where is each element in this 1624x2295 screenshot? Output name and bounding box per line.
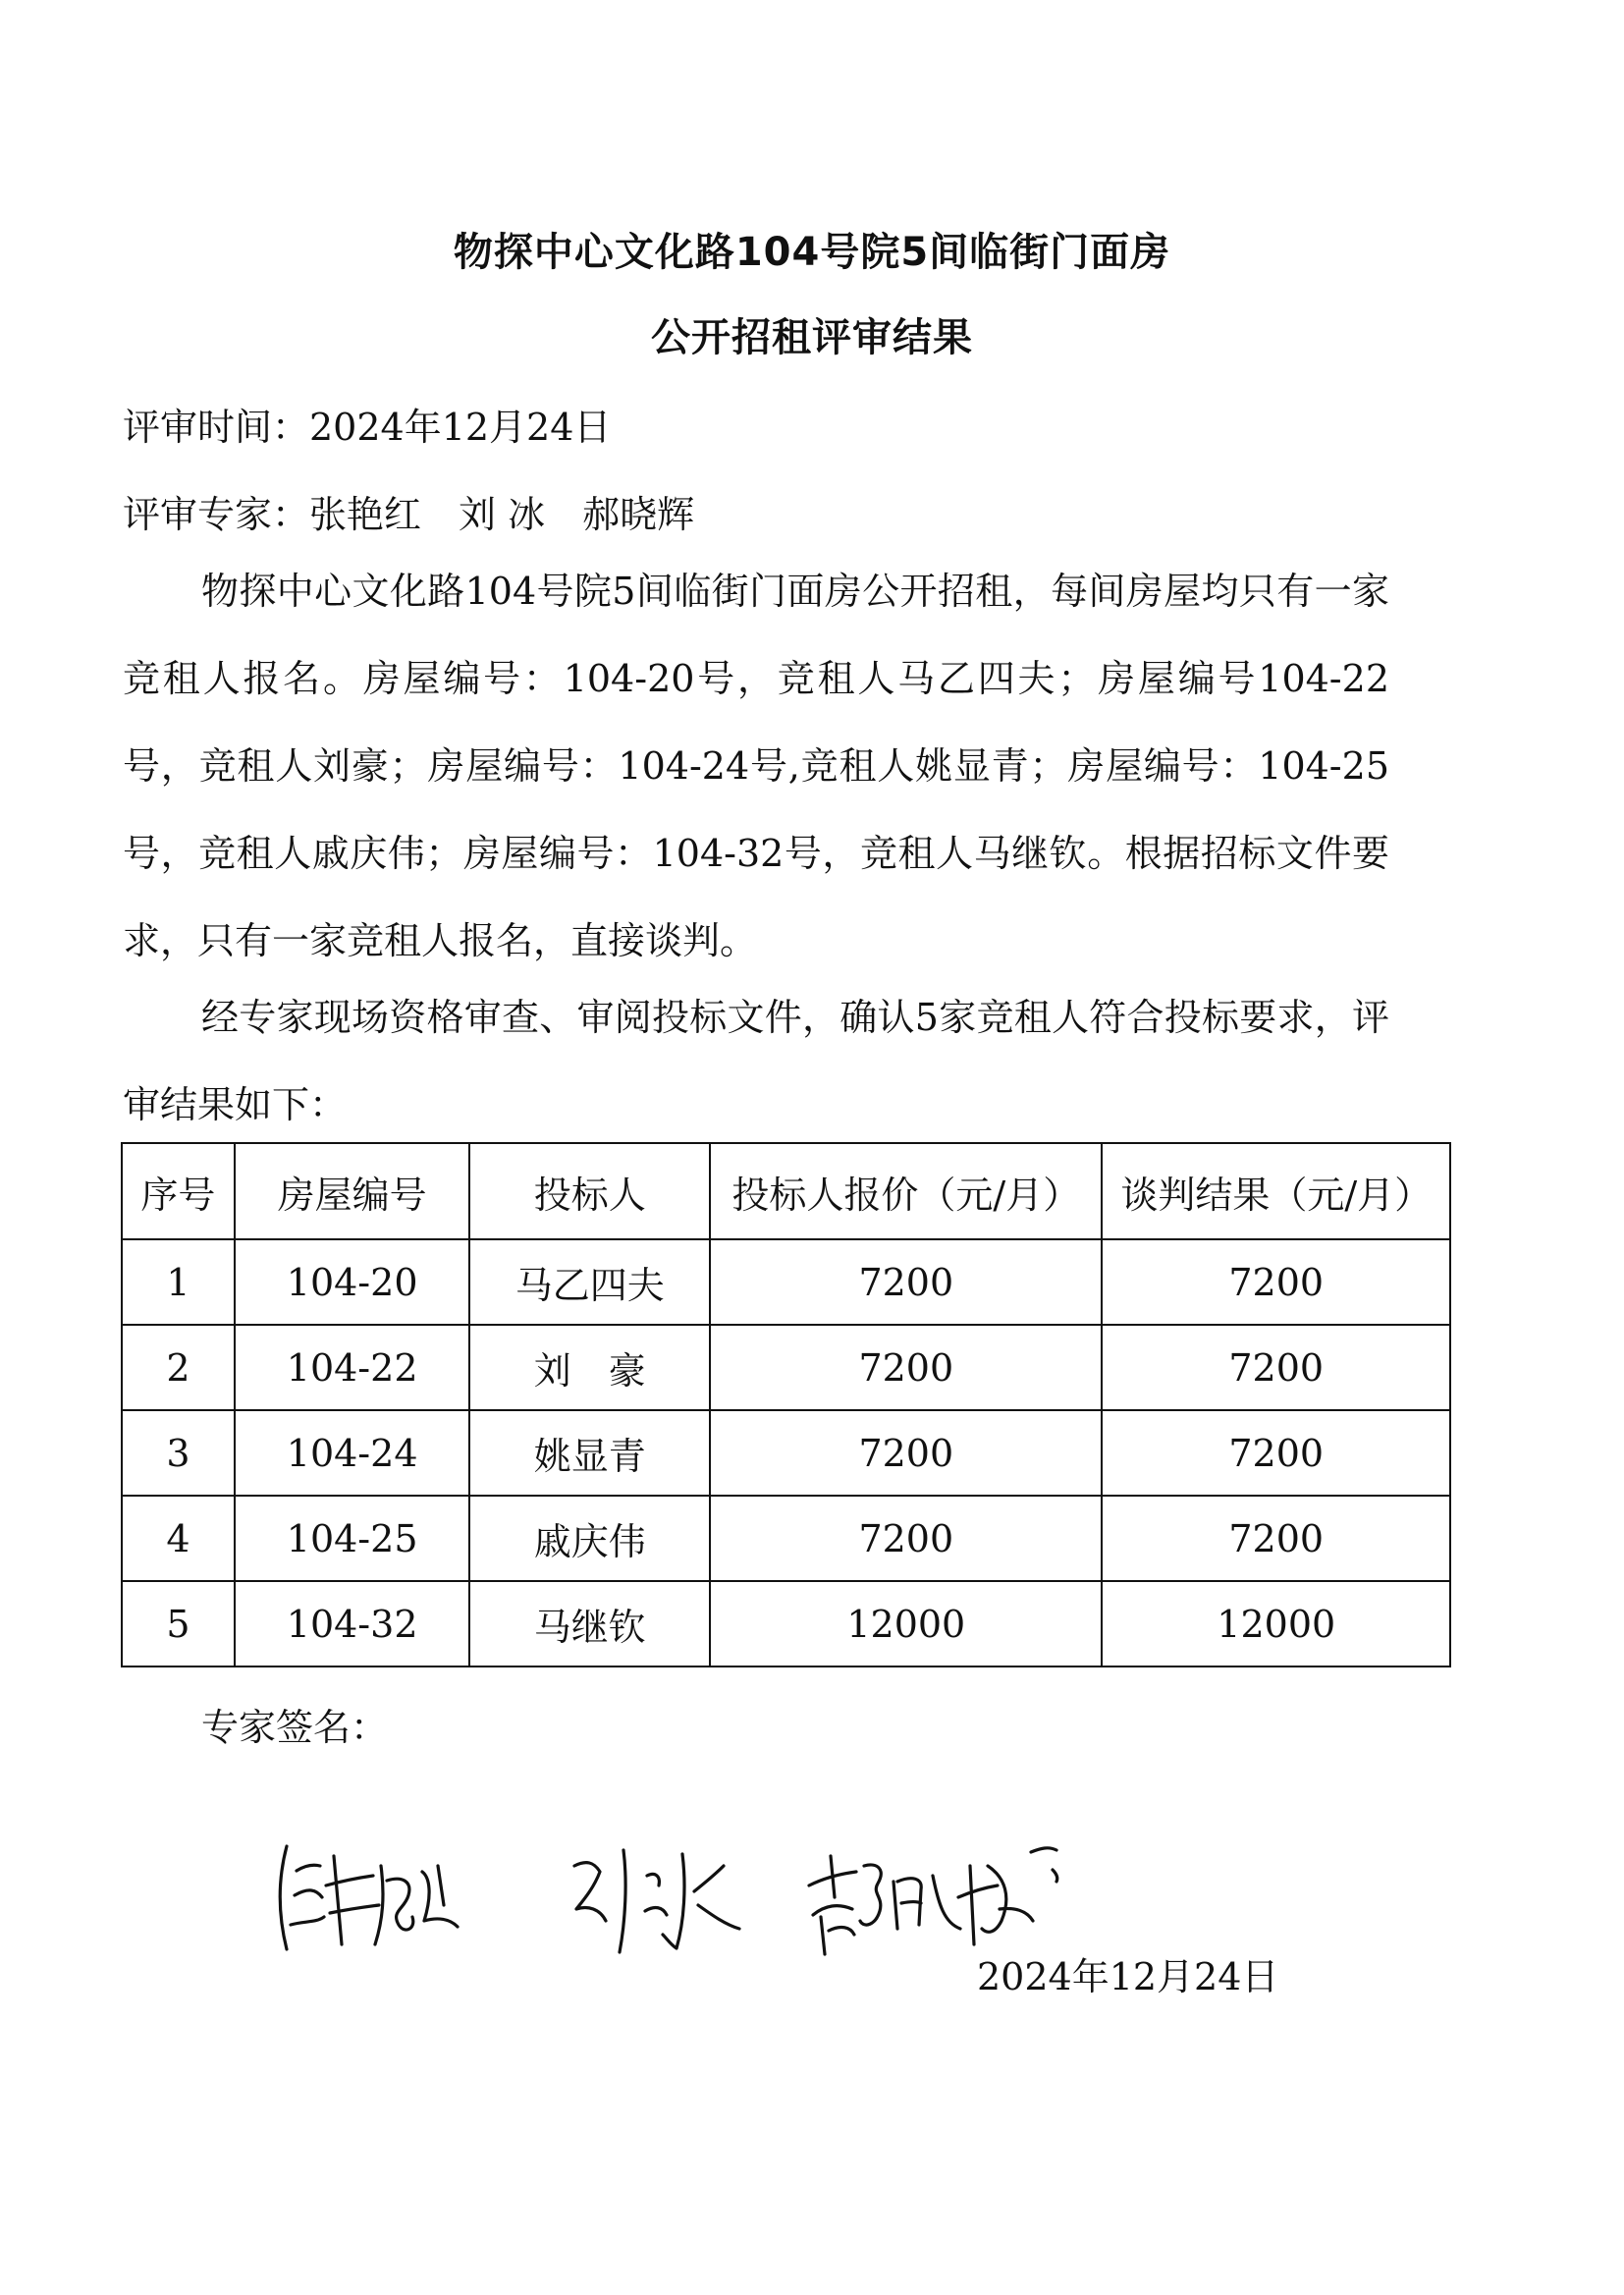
- signature-zhang-yanhong: [265, 1827, 471, 1974]
- expert-signature-label: 专家签名：: [201, 1706, 389, 1749]
- cell-house-number: 104-24: [235, 1410, 470, 1496]
- cell-house-number: 104-32: [235, 1581, 470, 1667]
- cell-index: 2: [122, 1325, 235, 1410]
- cell-house-number: 104-22: [235, 1325, 470, 1410]
- cell-bidder: 马乙四夫: [469, 1239, 710, 1325]
- table-row: [122, 1581, 1450, 1667]
- table-row: [122, 1239, 1450, 1325]
- paragraph-result-intro: 经专家现场资格审查、审阅投标文件，确认5家竞租人符合投标要求，评审结果如下：: [123, 996, 1389, 1126]
- table-row: [122, 1410, 1450, 1496]
- cell-negotiation-result: 7200: [1102, 1325, 1450, 1410]
- cell-bid-price: 7200: [710, 1325, 1102, 1410]
- cell-bid-price: 7200: [710, 1410, 1102, 1496]
- cell-index: 5: [122, 1581, 235, 1667]
- cell-bidder: 马继钦: [469, 1581, 710, 1667]
- cell-negotiation-result: 7200: [1102, 1239, 1450, 1325]
- document-date: 2024年12月24日: [977, 1955, 1279, 1998]
- header-bid-price: 投标人报价（元/月）: [710, 1143, 1102, 1239]
- document-title-line2: 公开招租评审结果: [651, 315, 973, 360]
- cell-bidder: 刘 豪: [469, 1325, 710, 1410]
- cell-index: 4: [122, 1496, 235, 1581]
- header-negotiation-result: 谈判结果（元/月）: [1102, 1143, 1450, 1239]
- cell-bidder: 姚显青: [469, 1410, 710, 1496]
- table-header-row: [122, 1143, 1450, 1239]
- cell-index: 1: [122, 1239, 235, 1325]
- header-bidder: 投标人: [469, 1143, 710, 1239]
- results-table: [121, 1142, 1451, 1667]
- review-experts: 评审专家：张艳红 刘 冰 郝晓辉: [123, 493, 695, 536]
- cell-negotiation-result: 7200: [1102, 1410, 1450, 1496]
- cell-negotiation-result: 7200: [1102, 1496, 1450, 1581]
- table-row: [122, 1325, 1450, 1410]
- cell-bid-price: 7200: [710, 1496, 1102, 1581]
- signature-liu-bing: [565, 1827, 746, 1964]
- cell-index: 3: [122, 1410, 235, 1496]
- review-time: 评审时间：2024年12月24日: [123, 406, 612, 449]
- cell-bidder: 戚庆伟: [469, 1496, 710, 1581]
- cell-house-number: 104-25: [235, 1496, 470, 1581]
- cell-bid-price: 12000: [710, 1581, 1102, 1667]
- table-row: [122, 1496, 1450, 1581]
- document-title-line1: 物探中心文化路104号院5间临街门面房: [453, 230, 1171, 275]
- paragraph-intro: 物探中心文化路104号院5间临街门面房公开招租，每间房屋均只有一家竞租人报名。房屋编号：104-20号，竞租人马乙四夫；房屋编号104-22号，竞租人刘豪；房屋编号：104-24号,竞租人姚显青；房屋编号：104-25号，竞租人戚庆伟；房屋编号：104-32号，竞租人马继钦。根据招标文件要求，只有一家竞租人报名，直接谈判。: [123, 570, 1389, 962]
- header-index: 序号: [122, 1143, 235, 1239]
- cell-house-number: 104-20: [235, 1239, 470, 1325]
- header-house-number: 房屋编号: [235, 1143, 470, 1239]
- cell-negotiation-result: 12000: [1102, 1581, 1450, 1667]
- cell-bid-price: 7200: [710, 1239, 1102, 1325]
